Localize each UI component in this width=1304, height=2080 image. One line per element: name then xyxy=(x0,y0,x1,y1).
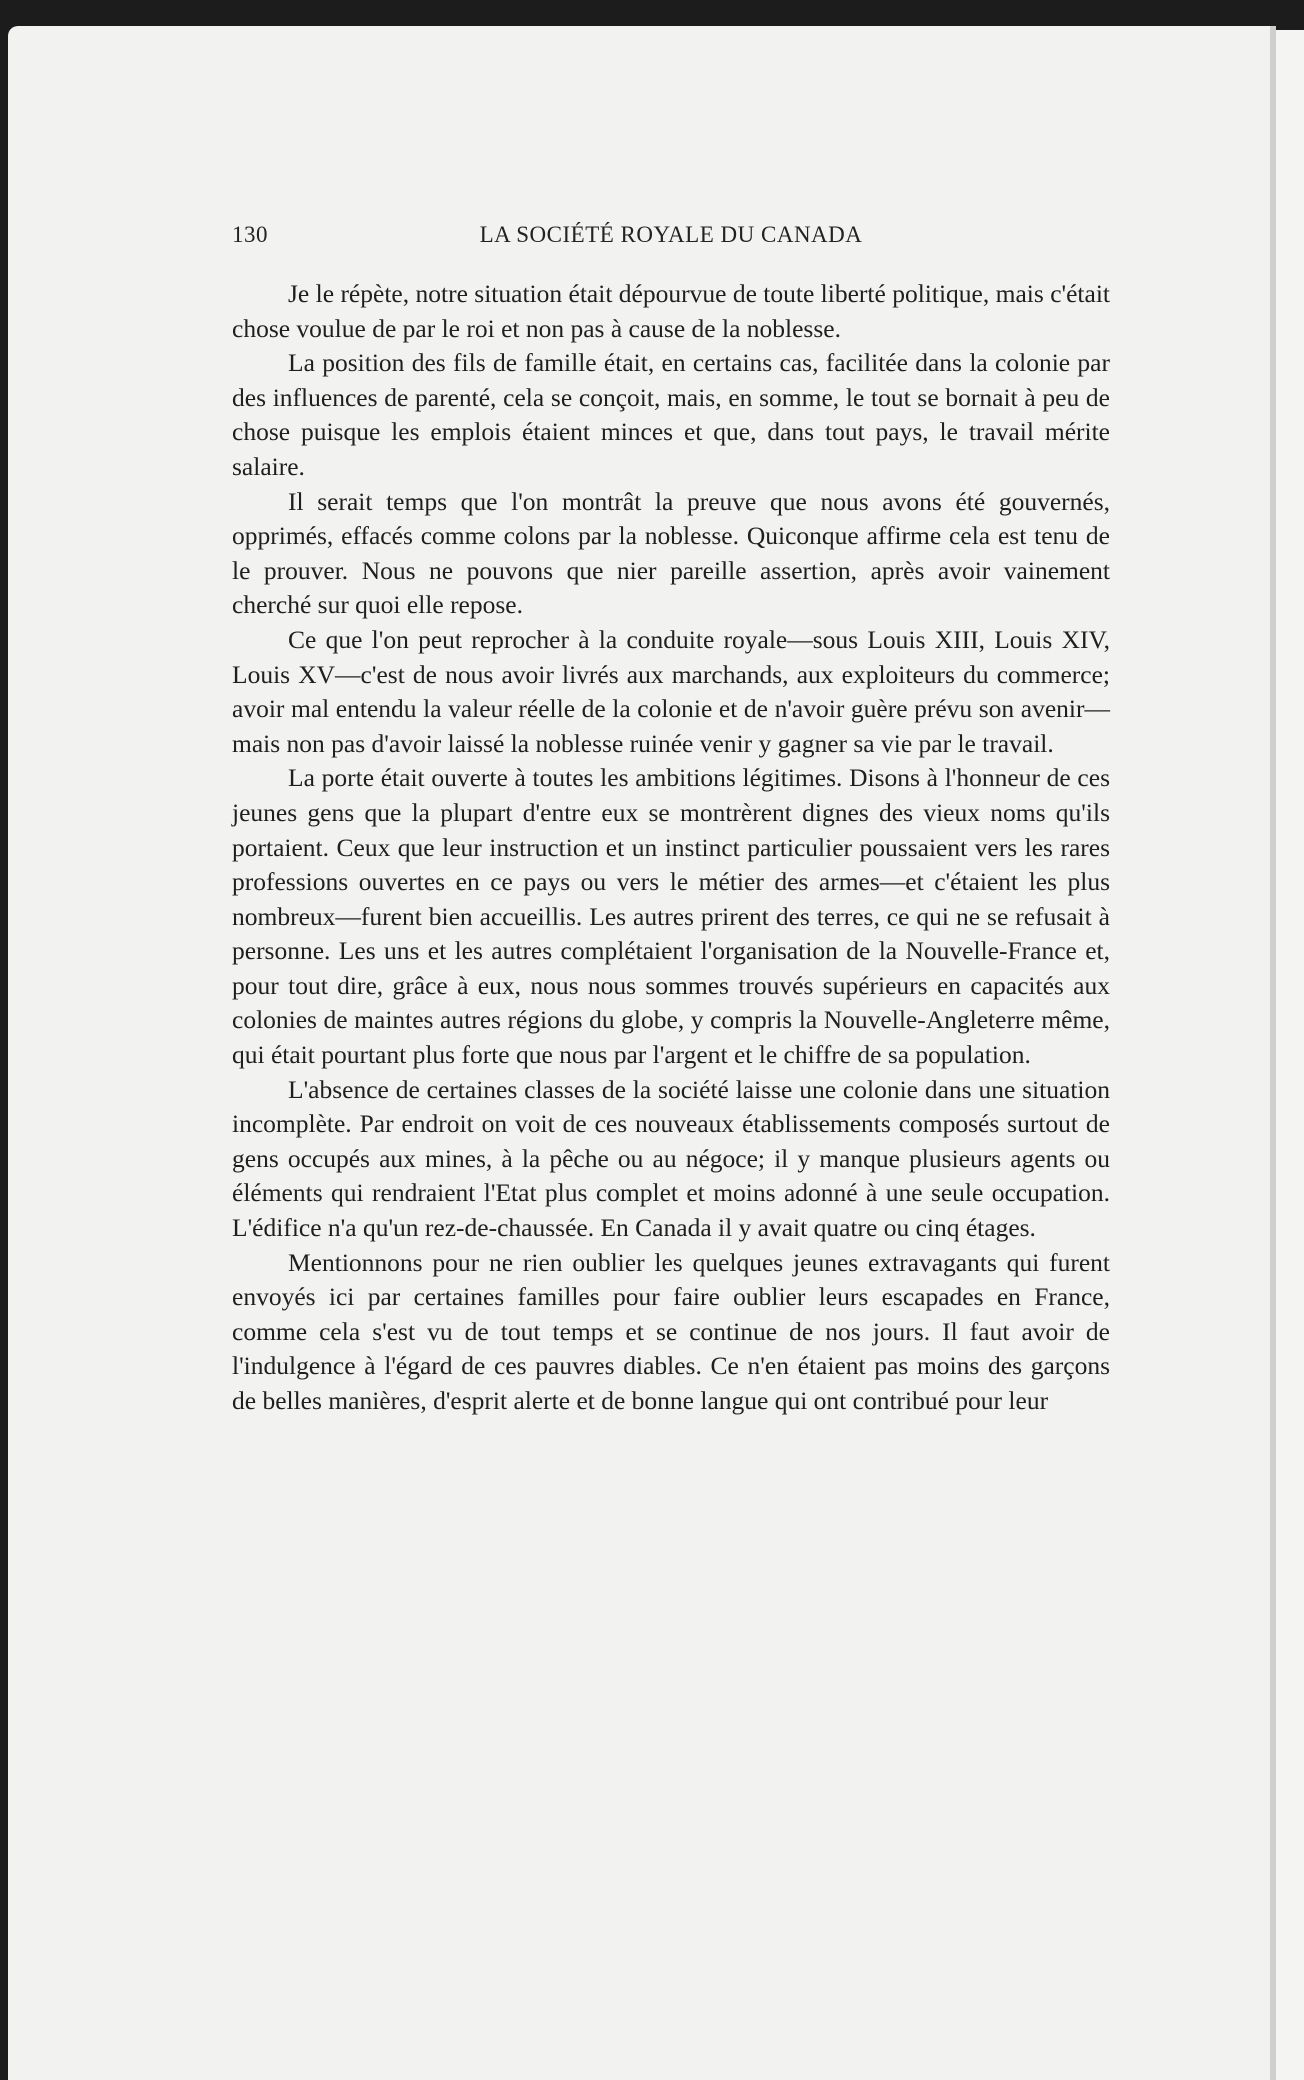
paragraph: Je le répète, notre situation était dépourvue de toute liberté politique, mais c'était chose voulue de par le roi et non pas à cause de la noblesse. xyxy=(232,279,1110,343)
paragraph: La position des fils de famille était, en certains cas, facilitée dans la colonie par des influences de parenté, cela se conçoit, mais, en somme, le tout se bornait à peu de chose puisque les emplois étaient minces et que, dans tout pays, le travail mérite salaire. xyxy=(232,348,1110,481)
paragraph: La porte était ouverte à toutes les ambitions légitimes. Disons à l'honneur de ces jeunes gens que la plupart d'entre eux se montrèrent dignes des vieux noms qu'ils portaient. Ceux que leur instruction et un instinct particulier poussaient vers les rares professions ouvertes en ce pays ou vers le métier des armes—et c'étaient les plus nombreux—furent bien accueillis. Les autres prirent des terres, ce qui ne se refusait à personne. Les uns et les autres complétaient l'organisation de la Nouvelle-France et, pour tout dire, grâce à eux, nous nous sommes trouvés supérieurs en capacités aux colonies de maintes autres régions du globe, y compris la Nouvelle-Angleterre même, qui était pourtant plus forte que nous par l'argent et le chiffre de sa population. xyxy=(232,763,1110,1070)
paragraph: Ce que l'on peut reprocher à la conduite royale—sous Louis XIII, Louis XIV, Louis XV—c'est de nous avoir livrés aux marchands, aux exploiteurs du commerce; avoir mal entendu la valeur réelle de la colonie et de n'avoir guère prévu son avenir—mais non pas d'avoir laissé la noblesse ruinée venir y gagner sa vie par le travail. xyxy=(232,624,1110,758)
paragraph: Il serait temps que l'on montrât la preuve que nous avons été gouvernés, opprimés, effacés comme colons par la noblesse. Quiconque affirme cela est tenu de le prouver. Nous ne pouvons que nier pareille assertion, après avoir vainement cherché sur quoi elle repose. xyxy=(232,486,1110,620)
body-text xyxy=(232,277,1110,1419)
page-number: 130 xyxy=(232,222,268,247)
paragraph: Mentionnons pour ne rien oublier les quelques jeunes extravagants qui furent envoyés ici par certaines familles pour faire oublier leurs escapades en France, comme cela s'est vu de tout temps et se continue de nos jours. Il faut avoir de l'indulgence à l'égard de ces pauvres diables. Ce n'en étaient pas moins des garçons de belles manières, d'esprit alerte et de bonne langue qui ont contribué pour leur xyxy=(232,1247,1110,1415)
running-head xyxy=(232,222,1110,258)
journal-title: LA SOCIÉTÉ ROYALE DU CANADA xyxy=(479,222,863,247)
paragraph: L'absence de certaines classes de la société laisse une colonie dans une situation incomplète. Par endroit on voit de ces nouveaux établissements composés surtout de gens occupés aux mines, à la pêche ou au négoce; il y manque plusieurs agents ou éléments qui rendraient l'Etat plus complet et moins adonné à une seule occupation. L'édifice n'a qu'un rez-de-chaussée. En Canada il y avait quatre ou cinq étages. xyxy=(232,1074,1110,1243)
adjacent-page-edge xyxy=(1276,30,1304,2080)
